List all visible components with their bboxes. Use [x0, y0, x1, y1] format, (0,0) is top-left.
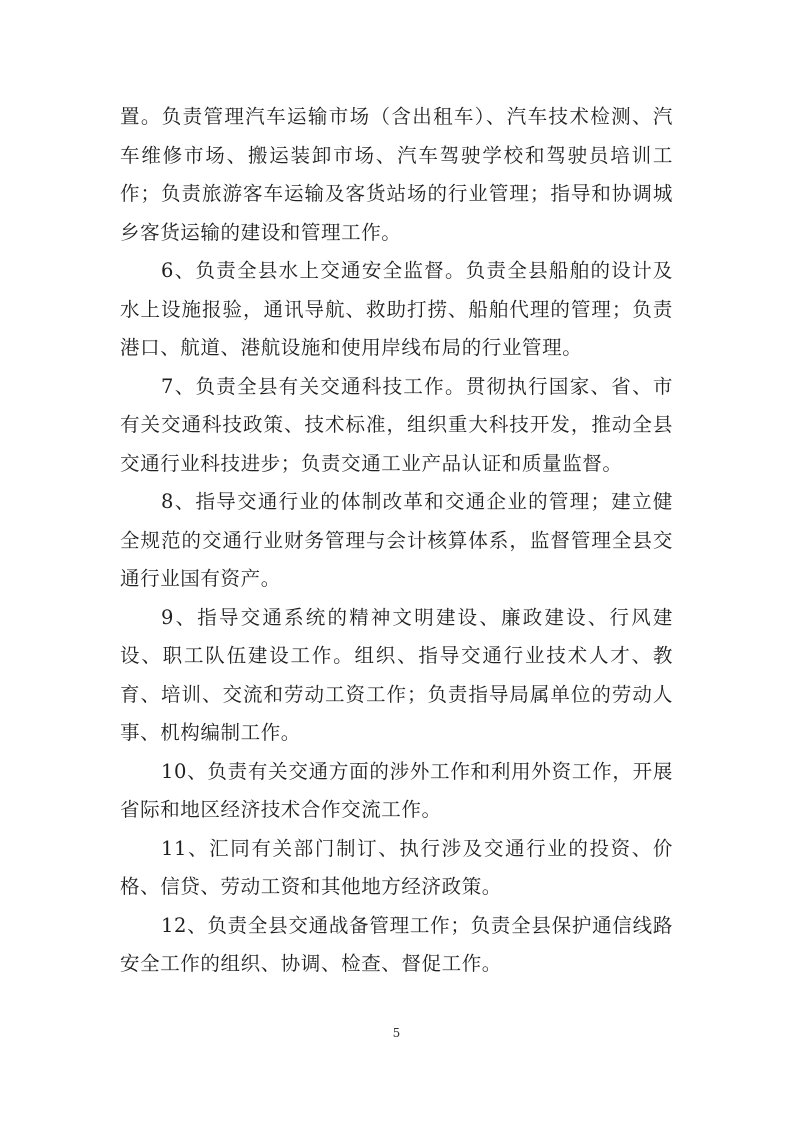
paragraph-item-8: 8、指导交通行业的体制改革和交通企业的管理；建立健全规范的交通行业财务管理与会计核算体系，监督管理全县交通行业国有资产。	[120, 490, 673, 590]
paragraph-item-7: 7、负责全县有关交通科技工作。贯彻执行国家、省、市有关交通科技政策、技术标准，组织重大科技开发，推动全县交通行业科技进步；负责交通工业产品认证和质量监督。	[120, 374, 673, 475]
paragraph-continuation: 置。负责管理汽车运输市场（含出租车）、汽车技术检测、汽车维修市场、搬运装卸市场、汽车驾驶学校和驾驶员培训工作；负责旅游客车运输及客货站场的行业管理；指导和协调城乡客货运输的建设和管理工作。	[120, 105, 673, 244]
paragraph-item-9: 9、指导交通系统的精神文明建设、廉政建设、行风建设、职工队伍建设工作。组织、指导交通行业技术人才、教育、培训、交流和劳动工资工作；负责指导局属单位的劳动人事、机构编制工作。	[120, 605, 673, 744]
paragraph-item-6: 6、负责全县水上交通安全监督。负责全县船舶的设计及水上设施报验，通讯导航、救助打捞、船舶代理的管理；负责港口、航道、港航设施和使用岸线布局的行业管理。	[120, 259, 673, 359]
paragraph-item-12: 12、负责全县交通战备管理工作；负责全县保护通信线路安全工作的组织、协调、检查、督促工作。	[120, 913, 673, 975]
paragraph-item-10: 10、负责有关交通方面的涉外工作和利用外资工作，开展省际和地区经济技术合作交流工作。	[120, 759, 673, 821]
page-number: 5	[392, 1026, 401, 1040]
paragraph-item-11: 11、汇同有关部门制订、执行涉及交通行业的投资、价格、信贷、劳动工资和其他地方经济政策。	[120, 836, 673, 898]
document-body	[120, 98, 673, 984]
